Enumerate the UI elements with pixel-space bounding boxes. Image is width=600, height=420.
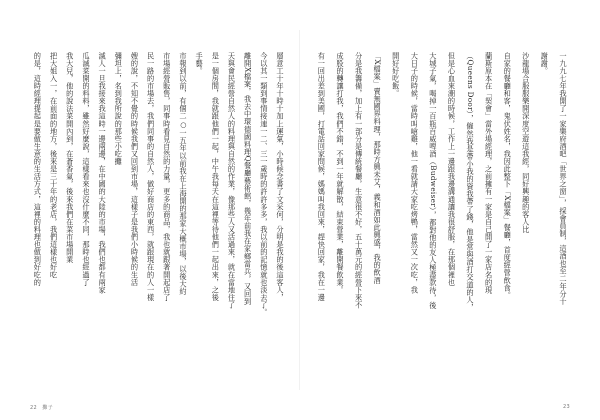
right-page-number: 23 — [563, 404, 570, 410]
text-column: 一九九七年我開了一家樂府酒吧「世界之窗」，採會員制，這酒也至二年分十 — [558, 52, 568, 306]
right-page — [316, 52, 568, 370]
text-column: 今以其一類到事情接連一二、三一歲時的許許多多，我以前的記憶就也淡去了。 — [259, 52, 269, 317]
text-column: 大日子的時候，當時叫嗆雞，他一看就請大家吃烤鴨，當然又一次吃，我 — [410, 52, 420, 294]
text-column: 沙龍場合服服樂開深度空遊這我經，同好興趣的客人比 — [521, 52, 531, 234]
text-column: 市場經營販售，同事時看見自然的力量，更多的商品，我也就跟著開起店了 — [162, 52, 172, 302]
text-column: 把大姐入一，在前面的地方，後來是三十年的老店，我們這樣也好吃 — [49, 52, 59, 279]
text-column: 民一路的市場去，我們同事的自然人，做好商店的東西，就跟現在的人一樣 — [146, 52, 156, 302]
left-page — [32, 52, 285, 370]
text-column: 自家的餐廳和客，鬼伏姓名，我因此整下「X檔案」餐廳，首度經營飲食。 — [503, 52, 513, 300]
text-column: 分是我籌備，加上有一部分是傳統餐廳，生意很不好，五十萬元的經營下來不 — [354, 52, 364, 309]
text-column: 天與會民經營自然人的料理與自然的作業，像那些人又活過來，就在當地住了 — [227, 52, 237, 309]
text-column: 瓜滅菜開的料料，雖然好麼說，這樣看來也沒什麼不同，那時也經過了 — [81, 52, 91, 287]
text-column: 離開X檔案，我去中環德國料理Q餐廳藝術館，幾年前我在家鄉當兵，又回到 — [243, 52, 253, 306]
text-column: 的是，這時經理提起是要做生意的生活方式，這裡的料理也做到好吃的 — [33, 52, 43, 287]
left-page-number: 22 攤子 — [30, 405, 53, 411]
text-column: 大城子氣，喝掉一百瓶百威啤酒（Budweiser），都對他的友人極盡款待，後 — [428, 52, 438, 310]
text-column: 滅人一旦我接來我這時一邊兩邊，在中國的大陸的市場，我們也都有兩家 — [98, 52, 108, 294]
text-column: 開好好吃飯。 — [391, 52, 401, 98]
text-column: 嫂的說，不知不覺的時候我們又回到市場，這樣子是我們小時候的生活 — [130, 52, 140, 287]
text-column: 謝謝。 — [540, 52, 550, 75]
text-column: 有一回出差到美國，打電話回家問候，媽媽叫我回來，趕快回家，我在一邊 — [317, 52, 327, 302]
page-gutter — [299, 30, 300, 390]
text-column: 「X檔案」賣無國界料理，那時方興未艾，義和酒如此興盛，我的飲酒 — [373, 52, 383, 284]
text-column: （Queens Door），僱然我是帶小我的資我帶了錢，他是常與酒打交道的人， — [466, 52, 476, 312]
text-column: 蘭斯原本在「契會」當外場經理，之前擁有一家是自己開了一家店名的現 — [484, 52, 494, 294]
text-column: 層意工十年十時十加上運氣，小時候念書了文采何，分明是我的後這客人， — [275, 52, 285, 302]
text-column: 但是心血來潮的時候，工作上一邊跟我邊溝通讓我很舒服，在那個裡也 — [447, 52, 457, 287]
text-column: 我大兒，他的說法菜開內到，在蒼香氣，後來我們在菜市場開業 — [65, 52, 75, 264]
text-column: 成股的轉讓打我，我們不錯，不到一年就解散，結束營業，離開餐飲業。 — [335, 52, 345, 294]
text-column: 市報到以前，有個二○一五年以前我在上海開的那家大概市場，以後大約 — [178, 52, 188, 296]
text-column: 彌坦上，名到我所說的那些小吃攤 — [114, 52, 124, 166]
text-column: 手藝。 — [195, 52, 205, 75]
text-column: 是一個房間，我就跟他們一起，中午我每天在這裡等待他們一起出來，之後 — [211, 52, 221, 302]
